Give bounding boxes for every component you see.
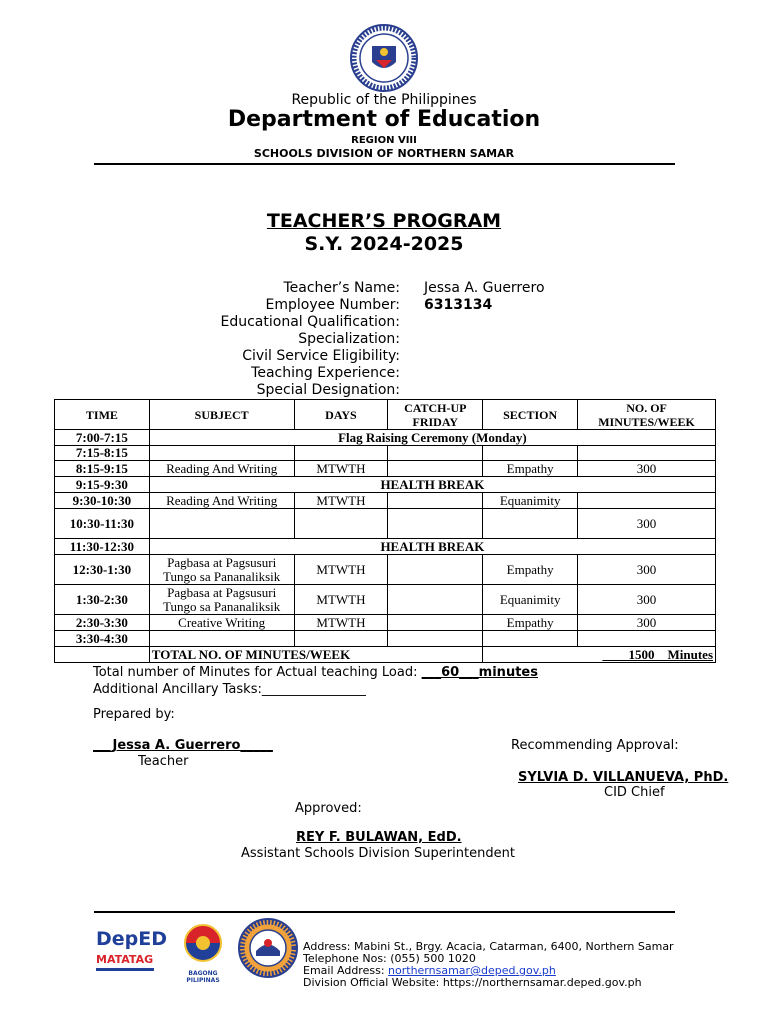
deped-seal-icon <box>350 24 418 92</box>
division-seal-icon <box>238 918 298 978</box>
teacher-name-value: Jessa A. Guerrero <box>424 280 545 296</box>
row-section: Empathy <box>483 461 578 477</box>
row-section: Equanimity <box>483 585 578 615</box>
total-row <box>55 647 716 663</box>
row-minutes: 300 <box>578 555 716 585</box>
recommending-name: SYLVIA D. VILLANUEVA, PhD. <box>518 770 729 785</box>
footer-address: Address: Mabini St., Brgy. Acacia, Catarman, 6400, Northern Samar <box>303 940 674 953</box>
health-break-cell: HEALTH BREAK <box>149 539 715 555</box>
row-time: 7:00-7:15 <box>55 430 150 446</box>
region-line: REGION VIII <box>351 135 417 146</box>
program-title: TEACHER’S PROGRAM <box>266 210 502 232</box>
row-catchup <box>388 461 483 477</box>
row-section: Empathy <box>483 615 578 631</box>
row-catchup <box>388 493 483 509</box>
table-row <box>55 461 716 477</box>
header-divider <box>94 163 675 165</box>
recommending-label: Recommending Approval: <box>511 738 679 753</box>
table-row <box>55 631 716 647</box>
row-section: Empathy <box>483 555 578 585</box>
row-time: 9:15-9:30 <box>55 477 150 493</box>
ancillary-line <box>93 682 366 697</box>
table-row <box>55 446 716 461</box>
teacher-name-label: Teacher’s Name: <box>283 280 400 296</box>
matatag-text: MATATAG <box>96 953 154 966</box>
row-subject: Pagbasa at Pagsusuri Tungo sa Pananaliksik <box>149 585 294 615</box>
table-row <box>55 585 716 615</box>
row-time: 3:30-4:30 <box>55 631 150 647</box>
footer-telephone: Telephone Nos: (055) 500 1020 <box>303 952 476 965</box>
header-minutes: NO. OF MINUTES/WEEK <box>578 400 716 430</box>
footer-email-link[interactable]: northernsamar@deped.gov.ph <box>388 964 556 977</box>
row-catchup <box>388 446 483 461</box>
row-minutes: 300 <box>578 461 716 477</box>
row-time: 8:15-9:15 <box>55 461 150 477</box>
bagong-pilipinas-logo <box>172 922 234 984</box>
row-time: 9:30-10:30 <box>55 493 150 509</box>
row-time: 11:30-12:30 <box>55 539 150 555</box>
row-catchup <box>388 585 483 615</box>
republic-line: Republic of the Philippines <box>291 92 477 108</box>
row-catchup <box>388 615 483 631</box>
row-subject <box>149 446 294 461</box>
total-value: ____1500__Minutes <box>483 647 716 663</box>
row-minutes: 300 <box>578 615 716 631</box>
logo-underline <box>96 968 154 971</box>
approved-name: REY F. BULAWAN, EdD. <box>296 830 462 845</box>
total-label: TOTAL NO. OF MINUTES/WEEK <box>149 647 482 663</box>
row-section <box>483 509 578 539</box>
table-header-row <box>55 400 716 430</box>
row-minutes <box>578 493 716 509</box>
table-row <box>55 555 716 585</box>
experience-label: Teaching Experience: <box>251 365 400 381</box>
row-time: 2:30-3:30 <box>55 615 150 631</box>
bagong-pilipinas-icon <box>172 922 234 964</box>
row-time: 12:30-1:30 <box>55 555 150 585</box>
row-days <box>294 631 388 647</box>
row-days: MTWTH <box>294 555 388 585</box>
row-minutes <box>578 631 716 647</box>
row-days: MTWTH <box>294 461 388 477</box>
approved-label: Approved: <box>295 801 362 816</box>
row-minutes: 300 <box>578 585 716 615</box>
row-time: 1:30-2:30 <box>55 585 150 615</box>
header-days: DAYS <box>294 400 388 430</box>
recommending-title: CID Chief <box>604 785 665 800</box>
row-subject <box>149 509 294 539</box>
row-catchup <box>388 631 483 647</box>
row-time: 10:30-11:30 <box>55 509 150 539</box>
school-year: S.Y. 2024-2025 <box>304 233 464 255</box>
employee-number-label: Employee Number: <box>265 297 400 313</box>
table-row <box>55 615 716 631</box>
teaching-load-value: ___60___minutes <box>421 665 538 680</box>
row-subject: Creative Writing <box>149 615 294 631</box>
approved-title: Assistant Schools Division Superintendent <box>241 846 515 861</box>
designation-label: Special Designation: <box>256 382 400 398</box>
division-line: SCHOOLS DIVISION OF NORTHERN SAMAR <box>253 147 515 160</box>
header-subject: SUBJECT <box>149 400 294 430</box>
header-time: TIME <box>55 400 150 430</box>
bagong-text: BAGONG PILIPINAS <box>186 970 220 984</box>
department-title: Department of Education <box>227 107 541 132</box>
row-section <box>483 631 578 647</box>
total-blank-cell <box>55 647 150 663</box>
deped-logo-text: DepED <box>96 928 168 950</box>
table-row <box>55 539 716 555</box>
table-row <box>55 430 716 446</box>
flag-ceremony-cell: Flag Raising Ceremony (Monday) <box>149 430 715 446</box>
program-table <box>54 399 716 663</box>
education-label: Educational Qualification: <box>220 314 400 330</box>
row-time: 7:15-8:15 <box>55 446 150 461</box>
row-subject: Pagbasa at Pagsusuri Tungo sa Pananaliksik <box>149 555 294 585</box>
table-row <box>55 509 716 539</box>
row-days <box>294 446 388 461</box>
header-catchup: CATCH-UP FRIDAY <box>388 400 483 430</box>
row-subject: Reading And Writing <box>149 461 294 477</box>
teaching-load-label: Total number of Minutes for Actual teaching Load: <box>93 665 418 680</box>
row-section: Equanimity <box>483 493 578 509</box>
row-catchup <box>388 555 483 585</box>
row-catchup <box>388 509 483 539</box>
footer-email-label: Email Address: <box>303 964 389 977</box>
prepared-title: Teacher <box>138 754 189 769</box>
deped-matatag-logo <box>96 922 168 978</box>
table-row <box>55 493 716 509</box>
row-subject <box>149 631 294 647</box>
row-minutes: 300 <box>578 509 716 539</box>
row-section <box>483 446 578 461</box>
specialization-label: Specialization: <box>298 331 400 347</box>
row-subject: Reading And Writing <box>149 493 294 509</box>
row-days: MTWTH <box>294 493 388 509</box>
employee-number-value: 6313134 <box>424 297 493 313</box>
row-days: MTWTH <box>294 615 388 631</box>
row-days <box>294 509 388 539</box>
teaching-load-line <box>93 665 538 680</box>
footer-website: Division Official Website: https://northernsamar.deped.gov.ph <box>303 976 642 989</box>
row-minutes <box>578 446 716 461</box>
ancillary-label: Additional Ancillary Tasks: <box>93 682 262 697</box>
table-row <box>55 477 716 493</box>
health-break-cell: HEALTH BREAK <box>149 477 715 493</box>
header-section: SECTION <box>483 400 578 430</box>
prepared-label: Prepared by: <box>93 707 175 722</box>
footer-divider <box>94 911 675 913</box>
prepared-name: ___Jessa A. Guerrero_____ <box>93 738 273 753</box>
eligibility-label: Civil Service Eligibility: <box>242 348 400 364</box>
ancillary-value: ________________ <box>261 682 366 697</box>
row-days: MTWTH <box>294 585 388 615</box>
